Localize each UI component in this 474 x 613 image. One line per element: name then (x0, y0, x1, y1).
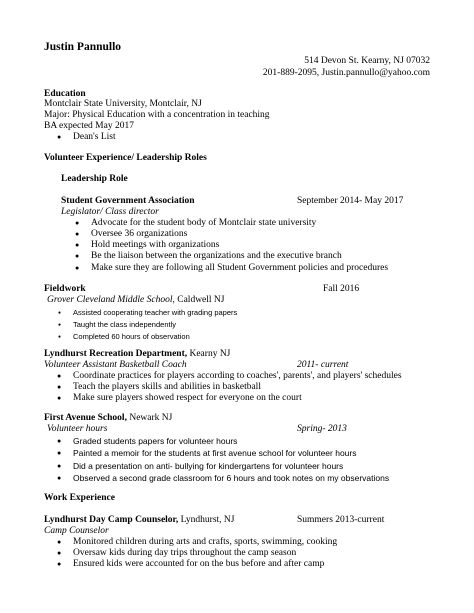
fieldwork-bullet: ● Completed 60 hours of observation (73, 331, 190, 342)
camp-location: Lyndhurst, NJ (178, 515, 235, 525)
camp-bullet: ● Monitored children during arts and crafts, sports, swimming, cooking (73, 537, 337, 548)
first-avenue-heading (44, 413, 172, 424)
education-honor: ● Dean's List (73, 132, 116, 143)
work-heading: Work Experience (44, 493, 115, 503)
first-avenue-bullet: ● Did a presentation on anti- bullying for kindergartens for volunteer hours (73, 461, 343, 472)
leadership-heading: Leadership Role (61, 174, 128, 184)
first-avenue-bullet: ● Graded students papers for volunteer hours (73, 436, 237, 447)
fieldwork-school-line (47, 295, 224, 306)
first-avenue-location: Newark NJ (126, 413, 173, 423)
volunteer-heading: Volunteer Experience/ Leadership Roles (44, 153, 207, 163)
education-school: Montclair State University, Montclair, NJ (44, 99, 202, 109)
first-avenue-dates: Spring- 2013 (297, 424, 347, 434)
education-degree: BA expected May 2017 (44, 121, 134, 131)
fieldwork-bullet: ● Assisted cooperating teacher with grading papers (73, 307, 237, 318)
sga-bullet: ● Make sure they are following all Student Government policies and procedures (91, 263, 388, 274)
sga-bullet: ● Oversee 36 organizations (91, 229, 187, 240)
lyndhurst-rec-bullet: ● Make sure players showed respect for everyone on the court (73, 393, 302, 404)
fieldwork-school: Grover Cleveland Middle School, (47, 295, 175, 305)
lyndhurst-rec-title: Lyndhurst Recreation Department, (44, 349, 188, 359)
lyndhurst-rec-heading (44, 349, 230, 360)
fieldwork-dates: Fall 2016 (323, 284, 360, 294)
resume-name: Justin Pannullo (44, 41, 122, 53)
lyndhurst-rec-bullet: ● Coordinate practices for players according to coaches', parents', and players' schedules (73, 371, 402, 382)
camp-role: Camp Counselor (44, 526, 109, 536)
first-avenue-title: First Avenue School, (44, 413, 127, 423)
camp-bullet: ● Ensured kids were accounted for on the bus before and after camp (73, 559, 324, 570)
sga-bullet: ● Hold meetings with organizations (91, 240, 219, 251)
fieldwork-bullet: ● Taught the class independently (73, 319, 176, 330)
camp-heading (44, 515, 235, 526)
sga-bullet: ● Be the liaison between the organizations and the executive branch (91, 251, 342, 262)
lyndhurst-rec-role: Volunteer Assistant Basketball Coach (44, 360, 187, 370)
first-avenue-bullet: ● Observed a second grade classroom for 6 hours and took notes on my observations (73, 473, 389, 484)
sga-dates: September 2014- May 2017 (297, 196, 404, 206)
lyndhurst-rec-bullet: ● Teach the players skills and abilities in basketball (73, 382, 261, 393)
camp-dates: Summers 2013-current (297, 515, 385, 525)
sga-bullet: ● Advocate for the student body of Montclair state university (91, 218, 316, 229)
address: 514 Devon St. Kearny, NJ 07032 (304, 56, 430, 66)
first-avenue-bullet: ● Painted a memoir for the students at first avenue school for volunteer hours (73, 448, 356, 459)
education-heading: Education (44, 89, 86, 99)
fieldwork-location: Caldwell NJ (174, 295, 225, 305)
sga-role: Legislator/ Class director (61, 207, 159, 217)
fieldwork-title: Fieldwork (44, 284, 86, 294)
lyndhurst-rec-dates: 2011- current (297, 360, 349, 370)
camp-bullet: ● Oversaw kids during day trips throughout the camp season (73, 548, 296, 559)
sga-title: Student Government Association (61, 196, 195, 206)
contact-info: 201-889-2095, Justin.pannullo@yahoo.com (262, 68, 430, 78)
education-major: Major: Physical Education with a concentration in teaching (44, 110, 270, 120)
first-avenue-role: Volunteer hours (47, 424, 108, 434)
camp-title: Lyndhurst Day Camp Counselor, (44, 515, 179, 525)
lyndhurst-rec-location: Kearny NJ (187, 349, 231, 359)
